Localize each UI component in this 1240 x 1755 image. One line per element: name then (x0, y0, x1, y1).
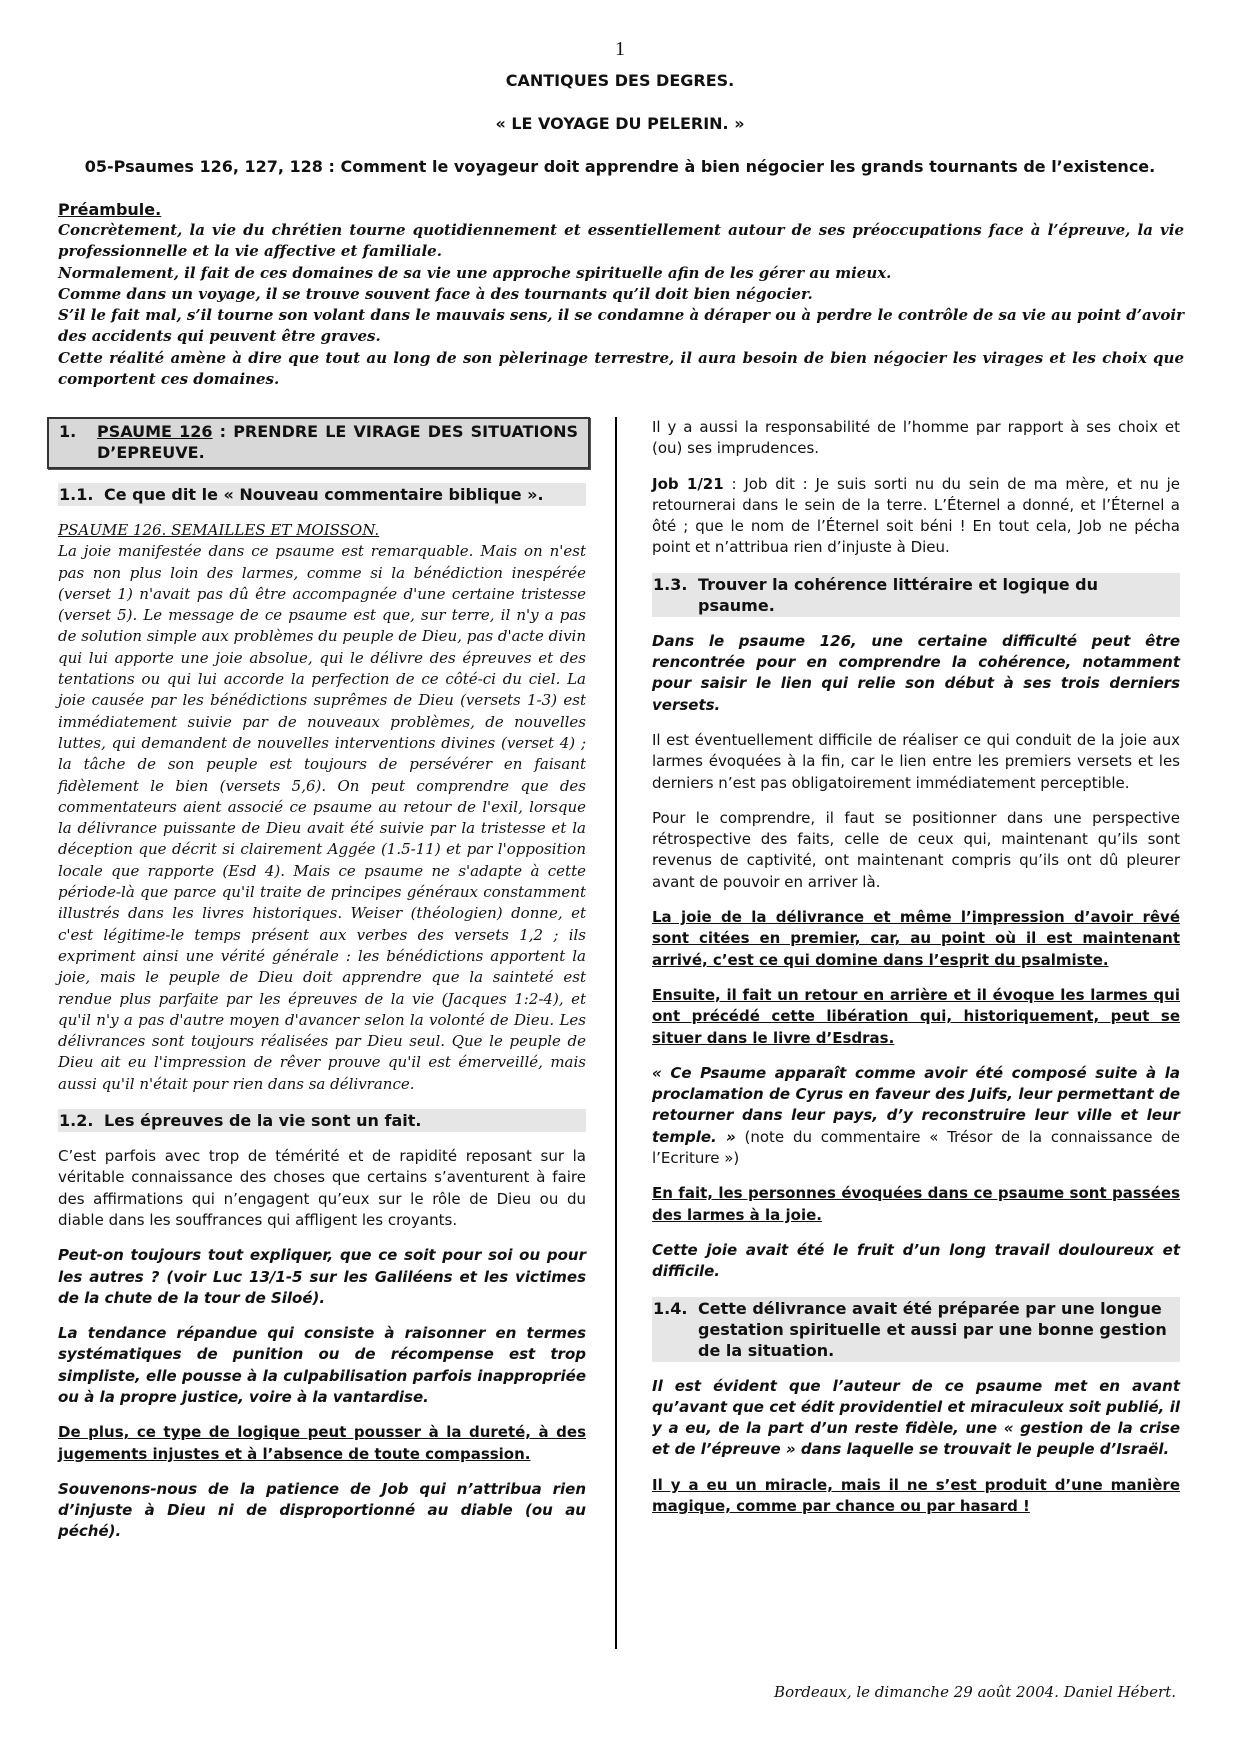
preamble-line: Comme dans un voyage, il se trouve souvent face à des tournants qu’il doit bien négocier. (58, 284, 813, 303)
preamble-line: Cette réalité amène à dire que tout au long de son pèlerinage terrestre, il aura besoin de bien négocier les virages et les choix que comportent ces domaines. (58, 348, 1184, 389)
section-number: 1. (59, 422, 77, 441)
quote-text: « Ce Psaume apparaît comme avoir été composé suite à la proclamation de Cyrus en faveur des Juifs, leur permettant de retourner dans leur pays, d’y reconstruire leur ville et leur temple. » (652, 1063, 1180, 1146)
commentary-subtitle: PSAUME 126. SEMAILLES ET MOISSON. (58, 521, 380, 539)
section-title: Ce que dit le « Nouveau commentaire biblique ». (104, 485, 544, 504)
paragraph: Il est évident que l’auteur de ce psaume met en avant qu’avant que cet édit providentiel et miraculeux soit publié, il y a eu, de la part d’un reste fidèle, une « gestion de la crise et de l’épreuve » dans laquelle se trouvait le peuple d’Israël. (652, 1376, 1180, 1459)
document-title: CANTIQUES DES DEGRES. (505, 71, 735, 90)
section-1-3-heading (652, 573, 1180, 617)
section-title: Les épreuves de la vie sont un fait. (104, 1111, 422, 1131)
commentary-quote (652, 1063, 1180, 1169)
paragraph: C’est parfois avec trop de témérité et de rapidité reposant sur la véritable connaissance des choses que certains s’aventurent à faire des affirmations qui n’engagent qu’eux sur le rôle de Dieu ou du diable dans les souffrances qui affligent les croyants. (58, 1147, 586, 1229)
paragraph: Il y a eu un miracle, mais il ne s’est produit d’une manière magique, comme par chance ou par hasard ! (652, 1475, 1180, 1515)
quote-note: (note du commentaire « Trésor de la connaissance de l’Ecriture ») (652, 1127, 1180, 1168)
section-title: Trouver la cohérence littéraire et logique du psaume. (698, 574, 1098, 615)
paragraph: En fait, les personnes évoquées dans ce psaume sont passées des larmes à la joie. (652, 1184, 1180, 1224)
paragraph: Dans le psaume 126, une certaine difficulté peut être rencontrée pour en comprendre la cohérence, notamment pour saisir le lien qui relie son début à ses trois derniers versets. (652, 631, 1180, 714)
section-number: 1.4. (653, 1298, 688, 1318)
psalm-reference: PSAUME 126 (97, 422, 213, 441)
page-number: 1 (615, 38, 625, 60)
section-title: Cette délivrance avait été préparée par une longue gestation spirituelle et aussi par une bonne gestion de la situation. (698, 1298, 1167, 1360)
paragraph: La joie de la délivrance et même l’impression d’avoir rêvé sont citées en premier, car, au point où il est maintenant arrivé, c’est ce qui domine dans l’esprit du psalmiste. (652, 908, 1180, 969)
section-1-1-heading (58, 483, 586, 506)
section-1-heading (47, 417, 590, 469)
commentary-text: La joie manifestée dans ce psaume est remarquable. Mais on n'est pas non plus loin des larmes, comme si la bénédiction inespérée (verset 1) n'avait pas dû être accompagnée d'une certaine tristesse (verset 5). Le message de ce psaume est que, sur terre, il n'y a pas de solution simple aux problèmes du peuple de Dieu, pas d'acte divin qui lui apporte une joie absolue, qui le délivre des épreuves et des tentations ou qui lui accorde la perfection de ce côté-ci du ciel. La joie causée par les bénédictions suprêmes de Dieu (versets 1-3) est immédiatement suivie par de nouveaux problèmes, de nouvelles luttes, qui demandent de nouvelles interventions divines (verset 4) ; la tâche de son peuple est toujours de persévérer en faisant fidèlement le bien (versets 5,6). On peut comprendre que des commentateurs aient associé ce psaume au retour de l'exil, lorsque la délivrance puissante de Dieu avait été suivie par la tristesse et la déception que décrit si clairement Aggée (1.5-11) et par l'opposition locale que rapporte (Esd 4). Mais ce psaume ne s'adapte à cette période-là que parce qu'il traite de principes généraux constamment illustrés dans les livres historiques. Weiser (théologien) donne, et c'est légitime-le temps présent aux verbes des versets 1,2 ; ils expriment ainsi une vérité générale : les bénédictions apportent la joie, mais le peuple de Dieu doit apprendre que la sainteté est rendue plus parfaite par les épreuves de la vie (Jacques 1:2-4), et qu'il n'y a pas d'autre moyen d'avancer selon la volonté de Dieu. Les délivrances sont toujours réalisées par Dieu seul. Que le peuple de Dieu ait eu l'impression de rêver prouve qu'il est émerveillé, mais aussi qu'il n'était pour rien dans sa délivrance. (58, 542, 586, 1093)
scripture-reference: Job 1/21 (652, 474, 724, 493)
right-column (652, 417, 1180, 1531)
paragraph: Pour le comprendre, il faut se positionner dans une perspective rétrospective des faits, celle de ceux qui, maintenant qu’ils sont revenus de captivité, ont maintenant compris qu’ils ont dû pleurer avant de pouvoir en arriver là. (652, 808, 1180, 891)
paragraph: Souvenons-nous de la patience de Job qui n’attribua rien d’injuste à Dieu ni de disproportionné au diable (ou au péché). (58, 1479, 586, 1541)
preamble-heading: Préambule. (58, 200, 162, 219)
footer-signature: Bordeaux, le dimanche 29 août 2004. Daniel Hébert. (774, 1683, 1176, 1701)
column-divider (615, 417, 617, 1649)
paragraph: Ensuite, il fait un retour en arrière et il évoque les larmes qui ont précédé cette libération qui, historiquement, peut se situer dans le livre d’Esdras. (652, 985, 1180, 1047)
section-number: 1.2. (59, 1111, 94, 1131)
preamble-line: S’il le fait mal, s’il tourne son volant dans le mauvais sens, il se condamne à déraper ou à perdre le contrôle de sa vie au point d’avoir des accidents qui peuvent être graves. (58, 306, 1184, 346)
section-number: 1.3. (653, 574, 688, 594)
preamble-line: Normalement, il fait de ces domaines de sa vie une approche spirituelle afin de les gérer au mieux. (58, 263, 892, 282)
section-number: 1.1. (59, 485, 94, 504)
scripture-quote: Job 1/21 : Job dit : Je suis sorti nu du sein de ma mère, et nu je retournerai dans le sein de la terre. L’Éternel a donné, et l’Éternel a ôté ; que le nom de l’Éternel soit béni ! En tout cela, Job ne pécha point et n’attribua rien d’injuste à Dieu. (652, 474, 1180, 557)
section-title: PSAUME 126 : PRENDRE LE VIRAGE DES SITUATIONS D’EPREUVE. (97, 422, 579, 462)
left-column (58, 417, 586, 1557)
paragraph: De plus, ce type de logique peut pousser à la dureté, à des jugements injustes et à l’absence de toute compassion. (58, 1423, 586, 1463)
section-1-4-heading (652, 1297, 1180, 1362)
document-subtitle: « LE VOYAGE DU PELERIN. » (495, 114, 745, 133)
paragraph: La tendance répandue qui consiste à raisonner en termes systématiques de punition ou de récompense est trop simpliste, elle pousse à la culpabilisation parfois inappropriée ou à la propre justice, voire à la vantardise. (58, 1324, 586, 1406)
preamble-line: Concrètement, la vie du chrétien tourne quotidiennement et essentiellement autour de ses préoccupations face à l’épreuve, la vie professionnelle et la vie affective et familiale. (58, 221, 1184, 261)
paragraph: Cette joie avait été le fruit d’un long travail douloureux et difficile. (652, 1240, 1180, 1281)
section-1-2-heading (58, 1109, 586, 1132)
preamble (58, 199, 1184, 390)
paragraph: Il est éventuellement difficile de réaliser ce qui conduit de la joie aux larmes évoquées à la fin, car le lien entre les premiers versets et les derniers n’est pas obligatoirement immédiatement perceptible. (652, 730, 1180, 792)
paragraph: Peut-on toujours tout expliquer, que ce soit pour soi ou pour les autres ? (voir Luc 13/1-5 sur les Galiléens et les victimes de la chute de la tour de Siloé). (58, 1246, 586, 1307)
paragraph: Il y a aussi la responsabilité de l’homme par rapport à ses choix et (ou) ses imprudences. (652, 418, 1180, 458)
lesson-title: 05-Psaumes 126, 127, 128 : Comment le voyageur doit apprendre à bien négocier les grands tournants de l’existence. (84, 157, 1156, 176)
